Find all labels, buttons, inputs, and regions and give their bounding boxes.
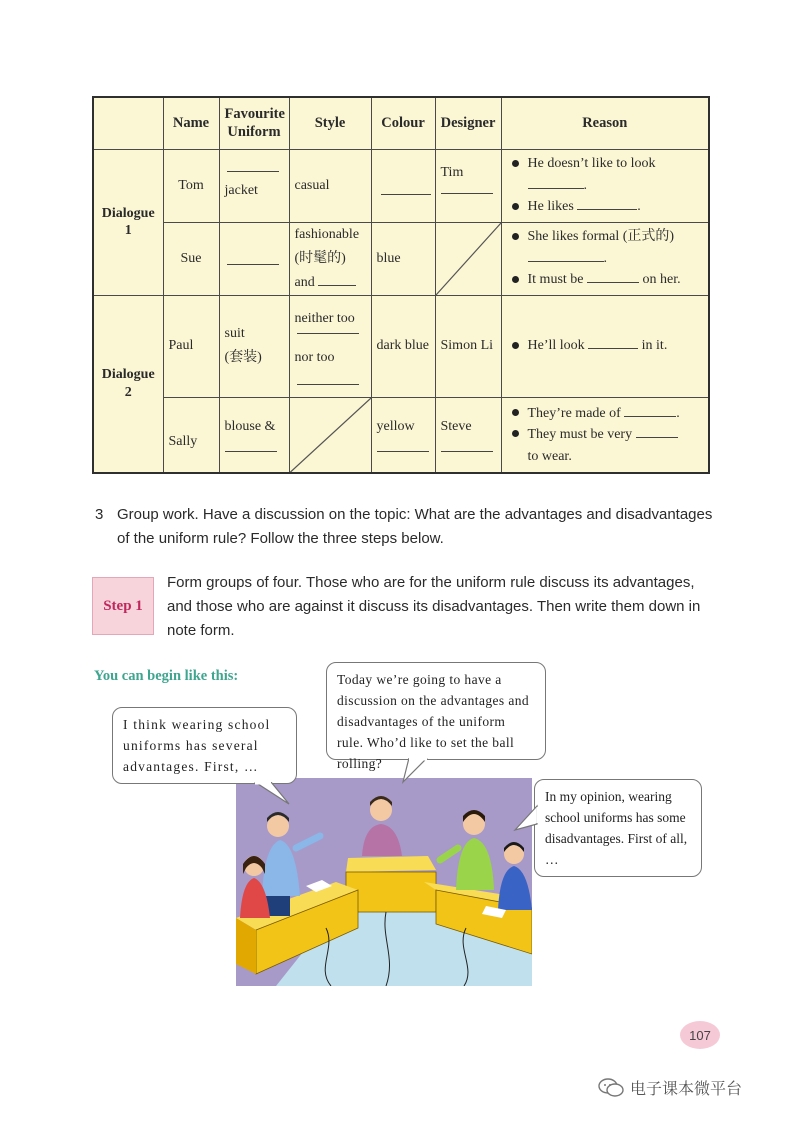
sue-reason-2a: It must be: [527, 272, 584, 288]
sue-style-1: fashionable: [294, 226, 360, 242]
diagonal-line: [290, 398, 371, 473]
step-1-text: Form groups of four. Those who are for the uniform rule discuss its advantages, and those who are against it discuss its disadvantages. Then write them down in note form.: [167, 574, 701, 639]
header-uniform-line1: Favourite: [224, 106, 285, 123]
paul-name: Paul: [163, 295, 219, 397]
paul-uniform-2: (套装): [224, 350, 262, 365]
task-text: Group work. Have a discussion on the topic: What are the advantages and disadvantages of the uniform rule? Follow the three steps below.: [117, 506, 713, 547]
sally-colour-cell: [371, 397, 435, 473]
bullet-icon: [512, 233, 519, 240]
sue-uniform-blank[interactable]: [227, 264, 279, 265]
paul-colour: dark blue: [371, 295, 435, 397]
paul-style-cell: [289, 295, 371, 397]
tom-designer-cell: [435, 149, 501, 222]
speech-bubble-left: [112, 707, 297, 784]
watermark: [598, 1076, 742, 1099]
sally-style-crossed: [289, 397, 371, 473]
header-designer: Designer: [435, 97, 501, 149]
sally-reason-cell: They’re made of . They must be very to wear.: [501, 397, 709, 473]
bullet-icon: [512, 430, 519, 437]
sally-reason-2: They must be very: [527, 427, 633, 442]
bullet-icon: [512, 342, 519, 349]
header-name: Name: [163, 97, 219, 149]
dialogue-2-word: Dialogue: [101, 367, 155, 383]
bullet-icon: [512, 276, 519, 283]
sally-designer-blank[interactable]: [441, 451, 493, 452]
tom-reason-1: He doesn’t like to look: [527, 156, 656, 172]
page-number: 107: [680, 1021, 720, 1049]
sue-style-3: and: [294, 274, 315, 290]
sally-colour-blank[interactable]: [377, 451, 429, 452]
task-number: 3: [95, 506, 104, 523]
sue-reason-1: She likes formal (正式的): [527, 229, 675, 245]
tom-designer-blank[interactable]: [441, 193, 493, 194]
tom-uniform-blank[interactable]: [227, 171, 279, 172]
paul-style-blank-2[interactable]: [297, 384, 359, 385]
tom-reason-1-blank[interactable]: [528, 187, 584, 189]
sue-colour: blue: [371, 222, 435, 295]
sue-designer-crossed: [435, 222, 501, 295]
sue-style-blank[interactable]: [318, 284, 356, 286]
tom-name: Tom: [163, 149, 219, 222]
paul-uniform-1: suit: [224, 326, 245, 341]
sally-uniform-blank[interactable]: [225, 451, 277, 452]
speech-bubble-center-text: Today we’re going to have a discussion on the advantages and disadvantages of the uniform rule. Who’d like to set the ball rolling?: [337, 672, 530, 771]
header-style: Style: [289, 97, 371, 149]
header-colour: Colour: [371, 97, 435, 149]
paul-designer: Simon Li: [435, 295, 501, 397]
bullet-icon: [512, 160, 519, 167]
speech-bubble-right: [534, 779, 702, 877]
paul-reason-a: He’ll look: [527, 338, 585, 354]
discussion-illustration: [236, 778, 532, 986]
sue-reason-cell: She likes formal (正式的) . It must be on her.: [501, 222, 709, 295]
sally-colour: yellow: [376, 418, 415, 434]
paul-uniform-cell: [219, 295, 289, 397]
sally-designer-cell: [435, 397, 501, 473]
speech-bubble-center: [326, 662, 546, 771]
step-1-label: Step 1: [92, 577, 154, 635]
tom-reason-2-blank[interactable]: [577, 208, 637, 210]
watermark-text: 电子课本微平台: [630, 1079, 743, 1098]
sally-reason-2-blank[interactable]: [636, 436, 678, 438]
diagonal-line: [436, 223, 501, 295]
sally-name: Sally: [163, 397, 219, 473]
sue-reason-2-blank[interactable]: [587, 281, 639, 283]
tom-uniform-cell: [219, 149, 289, 222]
header-reason: Reason: [501, 97, 709, 149]
dialogue-2-num: 2: [124, 384, 132, 400]
sue-uniform-cell: [219, 222, 289, 295]
bubble-tail: [513, 802, 539, 832]
begin-label: You can begin like this:: [94, 668, 239, 684]
sally-uniform: blouse &: [224, 418, 276, 434]
sue-reason-2b: on her.: [642, 272, 681, 288]
paul-reason-blank[interactable]: [588, 347, 638, 349]
sally-reason-1: They’re made of: [527, 405, 621, 421]
header-empty: [93, 97, 163, 149]
dialogue-2-label: [93, 295, 163, 473]
header-favourite-uniform: [219, 97, 289, 149]
header-uniform-line2: Uniform: [227, 124, 281, 141]
sally-uniform-cell: [219, 397, 289, 473]
speech-bubble-left-text: I think wearing school uniforms has several advantages. First, …: [123, 717, 271, 774]
task-3: [95, 503, 715, 551]
tom-colour-blank[interactable]: [381, 194, 431, 195]
paul-style-1: neither too: [294, 311, 355, 326]
sue-style-cell: [289, 222, 371, 295]
dialogue-1-label: [93, 149, 163, 295]
bubble-tail: [397, 758, 437, 784]
tom-reason-2: He likes: [527, 199, 574, 215]
wechat-icon: [598, 1078, 624, 1098]
bullet-icon: [512, 203, 519, 210]
sally-designer: Steve: [440, 418, 472, 434]
sue-style-2: (时髦的): [294, 250, 346, 266]
tom-uniform: jacket: [224, 183, 258, 199]
tom-reason-cell: He doesn’t like to look . He likes .: [501, 149, 709, 222]
dialogue-1-word: Dialogue: [101, 205, 155, 221]
sally-reason-3: to wear.: [527, 448, 572, 464]
bubble-tail: [253, 782, 293, 806]
bullet-icon: [512, 409, 519, 416]
tom-style: casual: [289, 149, 371, 222]
paul-style-2: nor too: [294, 350, 335, 365]
tom-designer: Tim: [440, 164, 464, 180]
dialogue-1-num: 1: [124, 223, 132, 238]
paul-style-blank-1[interactable]: [297, 333, 359, 334]
speech-bubble-right-text: In my opinion, wearing school uniforms has some disadvantages. First of all, …: [545, 789, 688, 867]
sally-reason-1-blank[interactable]: [624, 415, 676, 417]
paul-reason-b: in it.: [641, 338, 668, 354]
sue-reason-1-blank[interactable]: [528, 260, 604, 262]
tom-colour-cell: [371, 149, 435, 222]
paul-reason-cell: [501, 295, 709, 397]
uniform-table: [92, 96, 710, 474]
sue-name: Sue: [163, 222, 219, 295]
